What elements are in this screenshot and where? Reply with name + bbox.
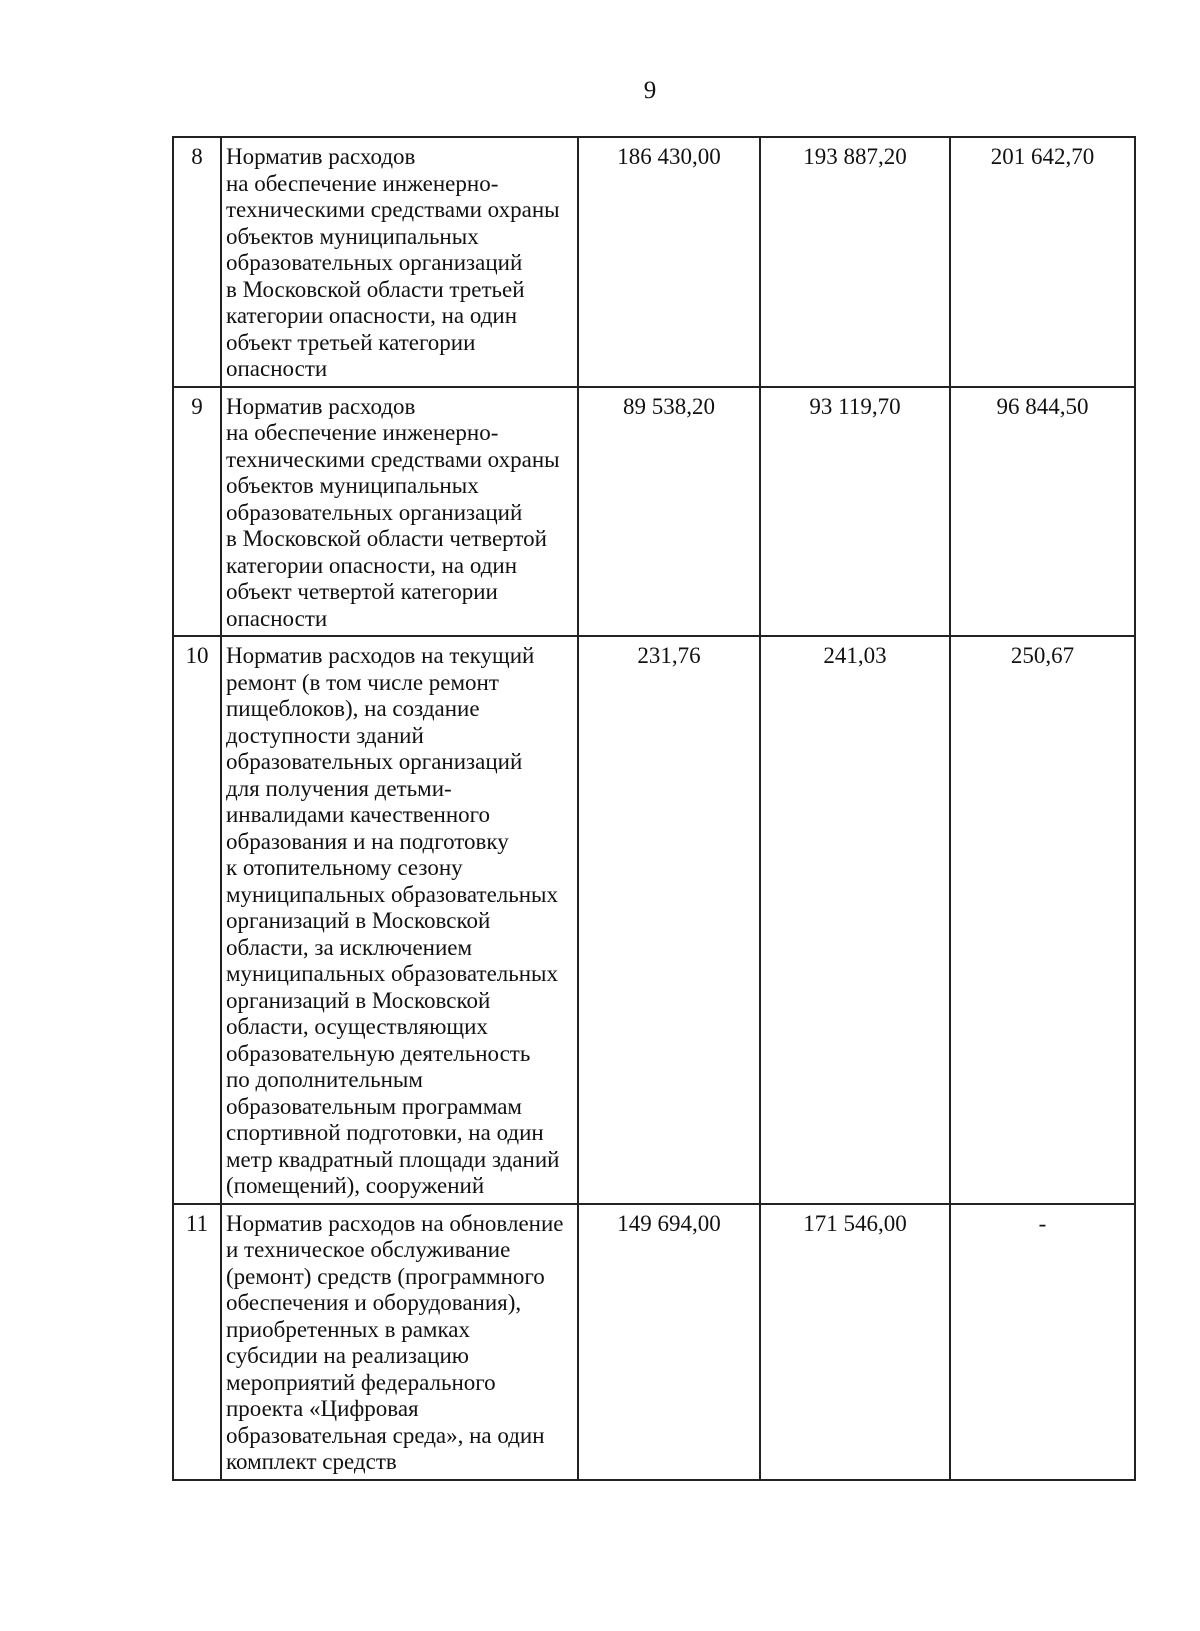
value-year-2: 171 546,00 [760, 1204, 950, 1480]
value-year-2: 93 119,70 [760, 387, 950, 637]
row-number: 10 [173, 636, 221, 1204]
table-row [173, 1204, 1135, 1480]
page-number: 9 [643, 77, 657, 104]
table-row [173, 137, 1135, 387]
value-year-1: 89 538,20 [578, 387, 760, 637]
row-description-text: Норматив расходов на обеспечение инженерно- техническими средствами охраны объектов муниципальных образовательных организаций в Московской области третьей категории опасности, на один объект третьей категории опасности [226, 144, 560, 381]
value-year-2: 193 887,20 [760, 137, 950, 387]
row-description-text: Норматив расходов на текущий ремонт (в том числе ремонт пищеблоков), на создание доступности зданий образовательных организаций для получения детьми- инвалидами качественного образования и на подготовку к отопительному сезону муниципальных образовательных организаций в Московской области, за исключением муниципальных образовательных организаций в Московской области, осуществляющих образовательную деятельность по дополнительным образовательным программам спортивной подготовки, на один метр квадратный площади зданий (помещений), сооружений [226, 643, 560, 1198]
row-description-text: Норматив расходов на обновление и техническое обслуживание (ремонт) средств (программного обеспечения и оборудования), приобретенных в рамках субсидии на реализацию мероприятий федерального проекта «Цифровая образовательная среда», на один комплект средств [226, 1210, 564, 1474]
value-year-3: 250,67 [950, 636, 1135, 1204]
row-number: 9 [173, 387, 221, 637]
row-description-text: Норматив расходов на обеспечение инженерно- техническими средствами охраны объектов муниципальных образовательных организаций в Московской области четвертой категории опасности, на один объект четвертой категории опасности [226, 393, 560, 631]
table-row [173, 636, 1135, 1204]
value-year-1: 231,76 [578, 636, 760, 1204]
value-year-1: 186 430,00 [578, 137, 760, 387]
row-number: 8 [173, 137, 221, 387]
value-year-3: 96 844,50 [950, 387, 1135, 637]
row-description [221, 137, 578, 387]
value-year-3: 201 642,70 [950, 137, 1135, 387]
row-description [221, 1204, 578, 1480]
table-row [173, 387, 1135, 637]
row-number: 11 [173, 1204, 221, 1480]
row-description [221, 636, 578, 1204]
expense-norms-table [172, 136, 1136, 1481]
row-description [221, 387, 578, 637]
value-year-1: 149 694,00 [578, 1204, 760, 1480]
value-year-3: - [950, 1204, 1135, 1480]
value-year-2: 241,03 [760, 636, 950, 1204]
